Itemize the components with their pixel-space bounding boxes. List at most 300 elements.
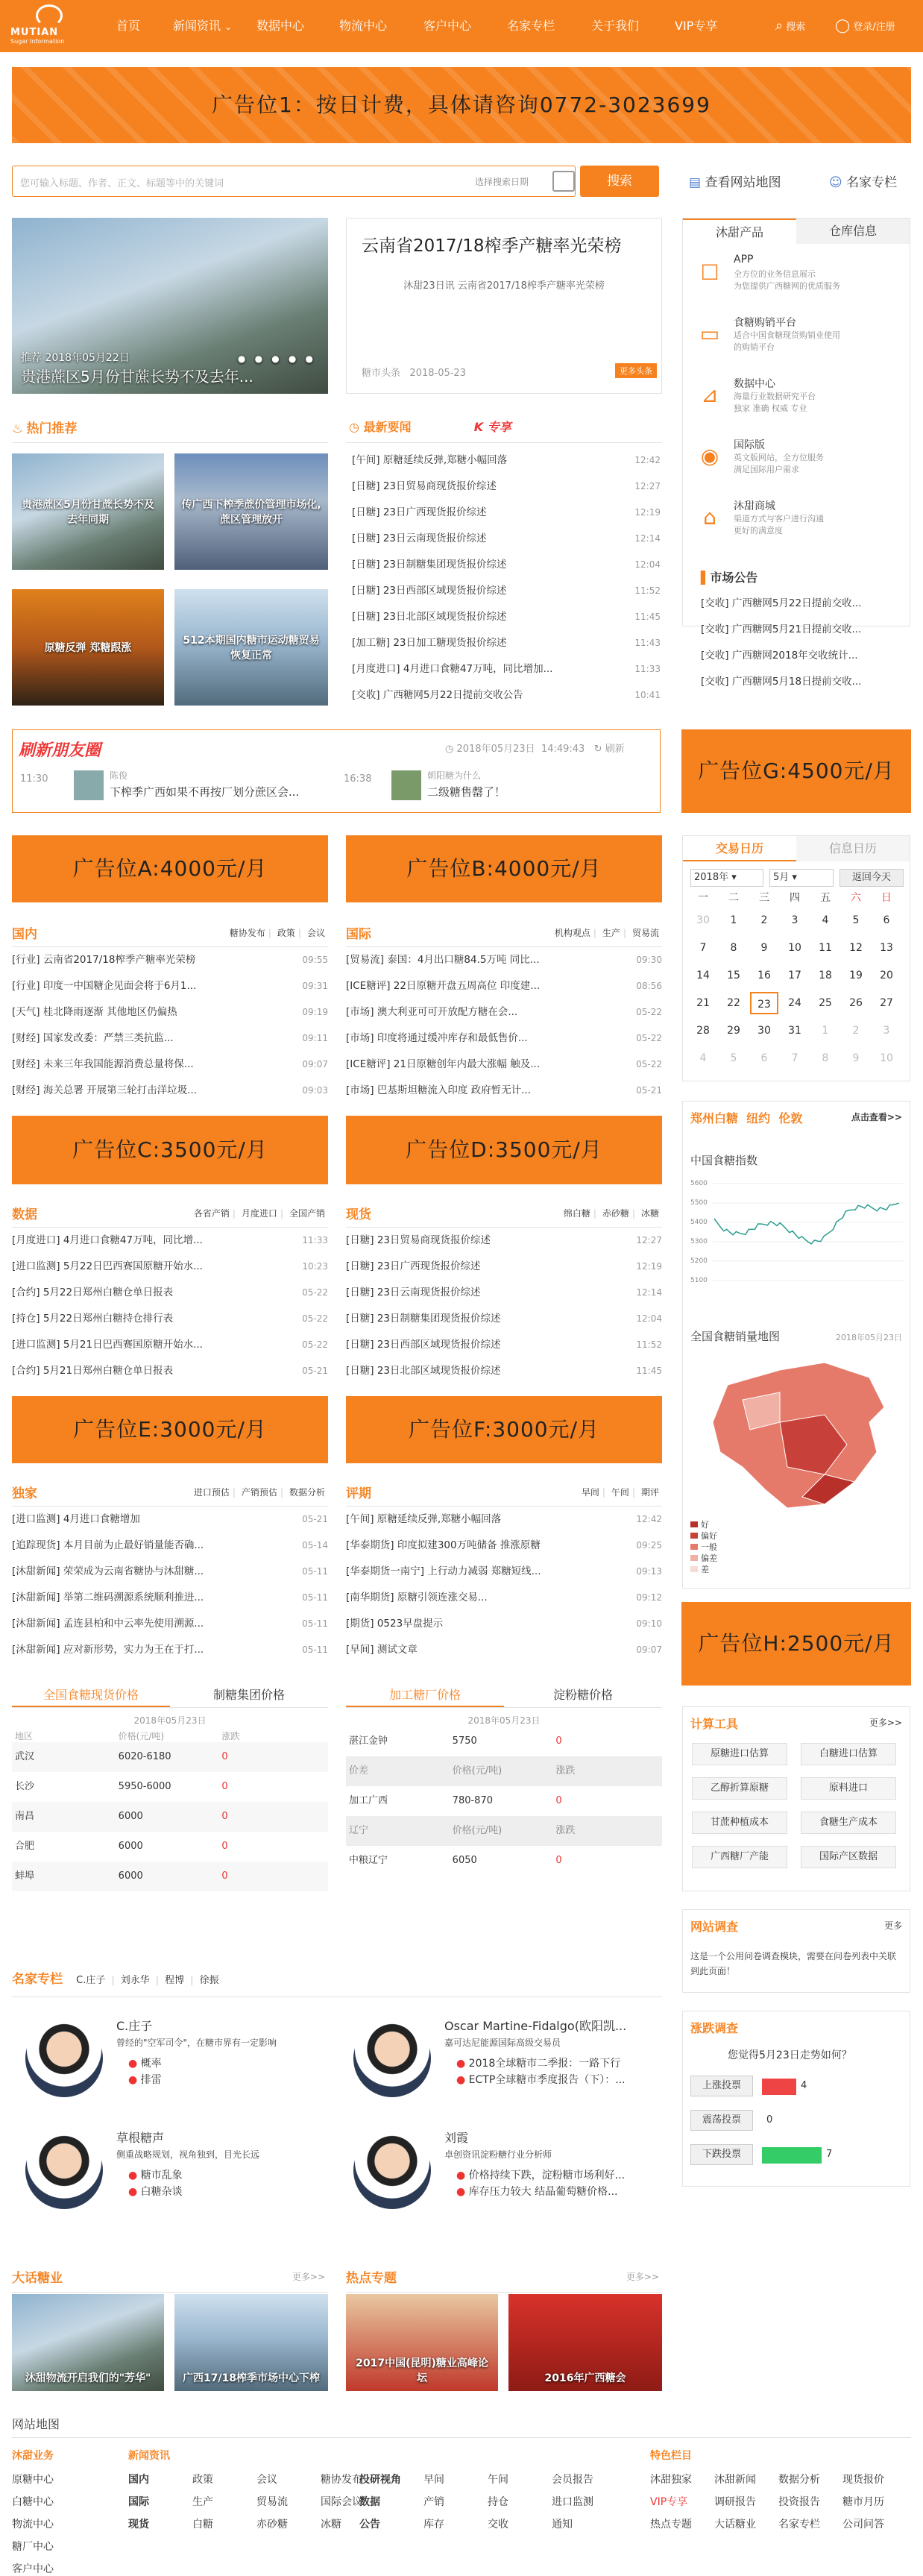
expert-card[interactable] bbox=[12, 2014, 325, 2118]
sitemap-link[interactable]: ▤ 查看网站地图 bbox=[689, 175, 781, 190]
footer-link[interactable]: 现货报价 bbox=[842, 2474, 884, 2486]
footer-link[interactable]: 名家专栏 bbox=[778, 2519, 820, 2531]
tool-button[interactable]: 广西糖厂产能 bbox=[692, 1846, 787, 1868]
news-title[interactable]: [持仓] 5月22日郑州白糖持仓排行表 bbox=[12, 1313, 174, 1325]
vote-button[interactable]: 上涨投票 bbox=[690, 2076, 753, 2096]
calendar-day[interactable]: 21 bbox=[696, 997, 710, 1009]
category-tag[interactable]: 月度进口 bbox=[241, 1208, 277, 1219]
expert-article-link[interactable]: ● 糖市乱象 bbox=[128, 2170, 183, 2181]
expert-name-link[interactable]: 徐振 bbox=[199, 1975, 219, 1986]
tool-button[interactable]: 白糖进口估算 bbox=[801, 1743, 896, 1765]
ad-f[interactable]: 广告位F:3000元/月 bbox=[346, 1396, 662, 1463]
news-title[interactable]: [贸易流] 泰国：4月出口糖84.5万吨 同比... bbox=[346, 954, 540, 966]
list-item[interactable] bbox=[12, 1254, 328, 1280]
nav-customer[interactable]: 客户中心 bbox=[423, 19, 472, 33]
hero-title[interactable]: 贵港蔗区5月份甘蔗长势不及去年... bbox=[21, 368, 253, 386]
expert-card[interactable] bbox=[340, 2126, 653, 2230]
footer-link[interactable]: 通知 bbox=[552, 2519, 573, 2531]
search-link[interactable]: ⌕ 搜索 bbox=[775, 18, 806, 34]
news-title[interactable]: [午间] 原糖延续反弹,郑糖小幅回落 bbox=[346, 1513, 502, 1525]
list-item[interactable] bbox=[346, 1585, 662, 1611]
futures-more-link[interactable]: 点击查看>> bbox=[851, 1112, 902, 1122]
list-item[interactable] bbox=[352, 578, 661, 604]
bigtalk-more[interactable]: 更多>> bbox=[292, 2272, 325, 2282]
ad-h[interactable]: 广告位H:2500元/月 bbox=[681, 1602, 911, 1686]
news-title[interactable]: [日糖] 23日广西现货报价综述 bbox=[352, 506, 487, 518]
moment-item[interactable]: 16:38 朝阳糖为什么 二级糖售罄了！ bbox=[344, 770, 506, 799]
footer-link[interactable]: 原糖中心 bbox=[12, 2474, 54, 2486]
news-title[interactable]: [加工糖] 23日加工糖现货报价综述 bbox=[352, 637, 507, 649]
list-item[interactable] bbox=[12, 1025, 328, 1052]
list-item[interactable] bbox=[346, 1559, 662, 1585]
calendar-day[interactable]: 5 bbox=[730, 1052, 737, 1064]
news-title[interactable]: [财经] 未来三年我国能源消费总量将保... bbox=[12, 1058, 194, 1070]
ad-g[interactable]: 广告位G:4500元/月 bbox=[681, 729, 911, 813]
news-title[interactable]: [进口监测] 4月进口食糖增加 bbox=[12, 1513, 140, 1525]
nav-home[interactable]: 首页 bbox=[116, 19, 141, 33]
calendar-day[interactable]: 16 bbox=[757, 970, 771, 981]
nav-about[interactable]: 关于我们 bbox=[591, 19, 640, 33]
category-tag[interactable]: 各省产销 bbox=[193, 1208, 230, 1219]
calendar-day[interactable]: 7 bbox=[791, 1052, 798, 1064]
news-title[interactable]: [南华期货] 原糖引领连涨交易... bbox=[346, 1592, 488, 1603]
calendar-day[interactable]: 2 bbox=[760, 914, 768, 926]
hero-slider[interactable] bbox=[12, 218, 328, 394]
footer-link[interactable]: 客户中心 bbox=[12, 2563, 54, 2575]
footer-link[interactable]: 生产 bbox=[192, 2496, 213, 2508]
news-title[interactable]: [日糖] 23日制糖集团现货报价综述 bbox=[346, 1313, 501, 1325]
list-item[interactable] bbox=[346, 1533, 662, 1559]
news-title[interactable]: [天气] 桂北降雨逐渐 其他地区仍偏热 bbox=[12, 1006, 177, 1018]
tab-products[interactable]: 沐甜产品 bbox=[683, 219, 796, 244]
calendar-day[interactable]: 30 bbox=[696, 914, 710, 926]
news-title[interactable]: [日糖] 23日西部区域现货报价综述 bbox=[352, 585, 507, 597]
calendar-day[interactable]: 15 bbox=[727, 970, 740, 981]
news-title[interactable]: [进口监测] 5月22日巴西赛国原糖开始水... bbox=[12, 1260, 203, 1272]
news-title[interactable]: [日糖] 23日云南现货报价综述 bbox=[352, 533, 487, 544]
news-title[interactable]: [行业] 云南省2017/18榨季产糖率光荣榜 bbox=[12, 954, 196, 966]
category-tag[interactable]: 早间 bbox=[581, 1487, 599, 1498]
list-item[interactable]: [交收] 广西糖网5月18日提前交收... bbox=[701, 676, 862, 688]
news-title[interactable]: [日糖] 23日贸易商现货报价综述 bbox=[346, 1234, 491, 1246]
calendar-icon[interactable] bbox=[552, 171, 575, 192]
footer-link[interactable]: 白糖 bbox=[192, 2519, 213, 2531]
search-input[interactable]: 您可输入标题、作者、正文、标题等中的关键词 bbox=[20, 178, 224, 189]
headline-title[interactable]: 云南省2017/18榨季产糖率光荣榜 bbox=[362, 236, 622, 256]
footer-link[interactable]: 糖市月历 bbox=[842, 2496, 884, 2508]
news-title[interactable]: [合约] 5月22日郑州白糖仓单日报表 bbox=[12, 1287, 174, 1298]
news-title[interactable]: [合约] 5月21日郑州白糖仓单日报表 bbox=[12, 1365, 174, 1377]
category-tag[interactable]: 生产 bbox=[602, 928, 620, 938]
expert-name[interactable]: 刘霞 bbox=[444, 2131, 469, 2145]
list-item[interactable] bbox=[352, 604, 661, 630]
tab-newyork[interactable]: 纽约 bbox=[746, 1111, 771, 1125]
calendar-day[interactable]: 8 bbox=[730, 942, 737, 954]
category-tag[interactable]: 全国产销 bbox=[289, 1208, 325, 1219]
product-item[interactable] bbox=[692, 315, 905, 371]
list-item[interactable]: [交收] 广西糖网5月22日提前交收... bbox=[701, 597, 862, 609]
expert-name[interactable]: C.庄子 bbox=[116, 2019, 153, 2033]
category-tag[interactable]: 冰糖 bbox=[640, 1208, 659, 1219]
ad-banner-top[interactable]: 广告位1：按日计费，具体请咨询0772-3023699 bbox=[12, 67, 911, 143]
calendar-day[interactable]: 7 bbox=[699, 942, 707, 954]
list-item[interactable] bbox=[12, 1507, 328, 1533]
category-tag[interactable]: 产销预估 bbox=[241, 1487, 277, 1498]
list-item[interactable]: [交收] 广西糖网2018年交收统计... bbox=[701, 650, 858, 662]
refresh-button[interactable]: ↻ 刷新 bbox=[593, 744, 625, 755]
list-item[interactable]: [交收] 广西糖网5月21日提前交收... bbox=[701, 623, 862, 635]
list-item[interactable] bbox=[346, 1358, 662, 1384]
list-item[interactable] bbox=[12, 1559, 328, 1585]
expert-article-link[interactable]: ● 库存压力较大 结晶葡萄糖价格... bbox=[456, 2186, 618, 2198]
calendar-day[interactable]: 22 bbox=[727, 997, 740, 1009]
product-item[interactable] bbox=[692, 254, 905, 310]
slider-dots[interactable]: ● ● ● ● ● bbox=[237, 354, 316, 364]
nav-logistics[interactable]: 物流中心 bbox=[339, 19, 388, 33]
today-button[interactable]: 返回今天 bbox=[839, 869, 904, 887]
nav-vip[interactable]: VIP专享 bbox=[675, 19, 718, 33]
footer-link[interactable]: 调研报告 bbox=[714, 2496, 756, 2508]
tab-info-calendar[interactable]: 信息日历 bbox=[796, 836, 910, 861]
news-title[interactable]: [日糖] 23日云南现货报价综述 bbox=[346, 1287, 481, 1298]
list-item[interactable] bbox=[346, 1507, 662, 1533]
ad-b[interactable]: 广告位B:4000元/月 bbox=[346, 835, 662, 902]
list-item[interactable] bbox=[352, 656, 661, 682]
ad-d[interactable]: 广告位D:3500元/月 bbox=[346, 1116, 662, 1184]
expert-name[interactable]: 草根糖声 bbox=[116, 2131, 165, 2145]
news-title[interactable]: [行业] 印度一中国糖企见面会将于6月1... bbox=[12, 980, 197, 992]
list-item[interactable] bbox=[346, 1254, 662, 1280]
nav-news[interactable]: 新闻资讯 ⌄ bbox=[173, 19, 233, 33]
international-title[interactable]: 国际 bbox=[346, 927, 371, 942]
china-sales-map[interactable] bbox=[698, 1355, 899, 1519]
footer-link[interactable]: 会员报告 bbox=[552, 2474, 593, 2486]
columns-link[interactable]: ☺ 名家专栏 bbox=[829, 175, 898, 190]
expert-card[interactable] bbox=[12, 2126, 325, 2230]
tab-processing-price[interactable]: 加工糖厂价格 bbox=[346, 1683, 504, 1707]
spot-title[interactable]: 现货 bbox=[346, 1207, 371, 1222]
list-item[interactable] bbox=[12, 1637, 328, 1663]
news-title[interactable]: [ICE糖评] 22日原糖开盘五周高位 印度建... bbox=[346, 980, 541, 992]
category-tag[interactable]: 政策 bbox=[277, 928, 295, 938]
footer-link[interactable]: 国际 bbox=[128, 2496, 149, 2508]
list-item[interactable] bbox=[12, 1533, 328, 1559]
product-item[interactable] bbox=[692, 376, 905, 433]
list-item[interactable] bbox=[346, 1280, 662, 1306]
tab-zhengzhou[interactable]: 郑州白糖 bbox=[690, 1111, 739, 1125]
list-item[interactable] bbox=[352, 500, 661, 526]
tool-button[interactable]: 原糖进口估算 bbox=[692, 1743, 787, 1765]
list-item[interactable] bbox=[352, 630, 661, 656]
expert-card[interactable] bbox=[340, 2014, 653, 2118]
nav-data[interactable]: 数据中心 bbox=[256, 19, 305, 33]
list-item[interactable] bbox=[346, 1306, 662, 1332]
category-tag[interactable]: 数据分析 bbox=[289, 1487, 325, 1498]
expert-article-link[interactable]: ● ECTP全球糖市季度报告（下）：... bbox=[456, 2074, 626, 2086]
footer-link[interactable]: 糖厂中心 bbox=[12, 2541, 54, 2553]
news-title[interactable]: [早间] 测试文章 bbox=[346, 1644, 418, 1656]
footer-link[interactable]: VIP专享 bbox=[650, 2496, 688, 2508]
list-item[interactable] bbox=[12, 1332, 328, 1358]
calendar-day[interactable]: 9 bbox=[852, 1052, 860, 1064]
tab-national-price[interactable]: 全国食糖现货价格 bbox=[12, 1683, 170, 1707]
calendar-day[interactable]: 9 bbox=[760, 942, 768, 954]
footer-link[interactable]: 持仓 bbox=[488, 2496, 508, 2508]
list-item[interactable] bbox=[346, 1078, 662, 1104]
hottopic-item[interactable]: 2017中国(昆明)糖业高峰论坛 bbox=[346, 2294, 498, 2391]
calendar-day[interactable]: 12 bbox=[849, 942, 863, 954]
vote-button[interactable]: 下跌投票 bbox=[690, 2144, 753, 2165]
survey-more-link[interactable]: 更多 bbox=[883, 1920, 902, 1931]
list-item[interactable] bbox=[346, 999, 662, 1025]
news-title[interactable]: [月度进口] 4月进口食糖47万吨，同比增加... bbox=[352, 663, 553, 675]
calendar-day[interactable]: 11 bbox=[819, 942, 832, 954]
calendar-day[interactable]: 10 bbox=[788, 942, 801, 954]
product-item[interactable] bbox=[692, 437, 905, 494]
calendar-day[interactable]: 26 bbox=[849, 997, 863, 1009]
footer-link[interactable]: 产销 bbox=[423, 2496, 444, 2508]
list-item[interactable] bbox=[12, 1611, 328, 1637]
list-item[interactable] bbox=[12, 1280, 328, 1306]
news-title[interactable]: [沐甜新闻] 应对新形势，实力为王在于打... bbox=[12, 1644, 204, 1656]
vote-button[interactable]: 震荡投票 bbox=[690, 2110, 753, 2131]
list-item[interactable] bbox=[12, 1585, 328, 1611]
category-tag[interactable]: 期评 bbox=[640, 1487, 659, 1498]
news-title[interactable]: [沐甜新闻] 荣荣成为云南省糖协与沐甜糖... bbox=[12, 1565, 204, 1577]
tool-button[interactable]: 国际产区数据 bbox=[801, 1846, 896, 1868]
ad-c[interactable]: 广告位C:3500元/月 bbox=[12, 1116, 328, 1184]
news-title[interactable]: [日糖] 23日北部区域现货报价综述 bbox=[346, 1365, 501, 1377]
calendar-day[interactable]: 2 bbox=[852, 1025, 860, 1037]
calendar-day[interactable]: 28 bbox=[696, 1025, 710, 1037]
login-link[interactable]: ◯ 登录/注册 bbox=[835, 18, 895, 34]
expert-article-link[interactable]: ● 概率 bbox=[128, 2058, 162, 2070]
tool-button[interactable]: 食糖生产成本 bbox=[801, 1812, 896, 1834]
category-tag[interactable]: 糖协发布 bbox=[229, 928, 265, 938]
footer-link[interactable]: 投资报告 bbox=[778, 2496, 820, 2508]
expert-article-link[interactable]: ● 白糖杂谈 bbox=[128, 2186, 183, 2198]
calendar-day[interactable]: 8 bbox=[822, 1052, 829, 1064]
footer-link[interactable]: 交收 bbox=[488, 2519, 508, 2531]
list-item[interactable] bbox=[12, 973, 328, 999]
news-title[interactable]: [沐甜新闻] 孟连县柏和中云率先使用溯源... bbox=[12, 1618, 204, 1630]
data_sec-title[interactable]: 数据 bbox=[12, 1207, 37, 1222]
news-title[interactable]: [交收] 广西糖网5月22日提前交收公告 bbox=[352, 689, 523, 701]
news-title[interactable]: [沐甜新闻] 举第二维码溯源系统顺利推进... bbox=[12, 1592, 204, 1603]
tool-button[interactable]: 甘蔗种植成本 bbox=[692, 1812, 787, 1834]
ad-e[interactable]: 广告位E:3000元/月 bbox=[12, 1396, 328, 1463]
review-title[interactable]: 评期 bbox=[346, 1486, 371, 1501]
bigtalk-item[interactable]: 广西17/18榨季市场中心下榨 bbox=[174, 2294, 328, 2391]
footer-link[interactable]: 物流中心 bbox=[12, 2519, 54, 2531]
news-title[interactable]: [月度进口] 4月进口食糖47万吨，同比增... bbox=[12, 1234, 203, 1246]
date-picker-label[interactable]: 选择搜索日期 bbox=[475, 177, 529, 187]
more-headlines-button[interactable]: 更多头条 bbox=[615, 363, 657, 378]
hottopic-more[interactable]: 更多>> bbox=[626, 2272, 659, 2282]
search-button[interactable]: 搜索 bbox=[580, 166, 659, 197]
calendar-day[interactable]: 25 bbox=[819, 997, 832, 1009]
news-title[interactable]: [进口监测] 5月21日巴西赛国原糖开始水... bbox=[12, 1339, 203, 1351]
footer-link[interactable]: 白糖中心 bbox=[12, 2496, 54, 2508]
calendar-day[interactable]: 19 bbox=[849, 970, 863, 981]
footer-link[interactable]: 数据分析 bbox=[778, 2474, 820, 2486]
list-item[interactable] bbox=[346, 1228, 662, 1254]
bigtalk-item[interactable]: 沐甜物流开启我们的"芳华" bbox=[12, 2294, 164, 2391]
calendar-day[interactable]: 31 bbox=[788, 1025, 801, 1037]
footer-link[interactable]: 大话糖业 bbox=[714, 2519, 756, 2531]
list-item[interactable] bbox=[12, 947, 328, 973]
moment-item[interactable]: 11:30 陈俊 下榨季广西如果不再按厂划分蔗区会... bbox=[20, 770, 300, 799]
footer-link[interactable]: 午间 bbox=[488, 2474, 508, 2486]
footer-link[interactable]: 国内 bbox=[128, 2474, 149, 2486]
calendar-day[interactable]: 24 bbox=[788, 997, 801, 1009]
calendar-day[interactable]: 1 bbox=[822, 1025, 829, 1037]
calendar-day[interactable]: 13 bbox=[880, 942, 893, 954]
hot-item[interactable]: 512本期国内糖市运动糖贸易恢复正常 bbox=[174, 589, 328, 706]
footer-link[interactable]: 热点专题 bbox=[650, 2519, 692, 2531]
footer-link[interactable]: 早间 bbox=[423, 2474, 444, 2486]
news-title[interactable]: [日糖] 23日北部区域现货报价综述 bbox=[352, 611, 507, 623]
domestic-title[interactable]: 国内 bbox=[12, 927, 37, 942]
calendar-day[interactable]: 4 bbox=[699, 1052, 707, 1064]
calendar-day[interactable]: 29 bbox=[727, 1025, 740, 1037]
footer-link[interactable]: 国际会议 bbox=[321, 2496, 362, 2508]
footer-link[interactable]: 政策 bbox=[192, 2474, 213, 2486]
news-title[interactable]: [华泰期货一南宁] 上行动力减弱 郑糖短线... bbox=[346, 1565, 541, 1577]
list-item[interactable] bbox=[12, 1358, 328, 1384]
footer-link[interactable]: 数据 bbox=[359, 2496, 380, 2508]
list-item[interactable] bbox=[352, 447, 661, 474]
ad-a[interactable]: 广告位A:4000元/月 bbox=[12, 835, 328, 902]
list-item[interactable] bbox=[346, 947, 662, 973]
expert-name[interactable]: Oscar Martine-Fidalgo(欧阳凯... bbox=[444, 2019, 627, 2033]
news-title[interactable]: [日糖] 23日贸易商现货报价综述 bbox=[352, 480, 497, 492]
tab-group-price[interactable]: 制糖集团价格 bbox=[212, 1688, 285, 1702]
tool-button[interactable]: 原料进口 bbox=[801, 1777, 896, 1800]
news-title[interactable]: [ICE糖评] 21日原糖创年内最大涨幅 触及... bbox=[346, 1058, 541, 1070]
list-item[interactable] bbox=[346, 1611, 662, 1637]
expert-name-link[interactable]: 程博 bbox=[165, 1975, 185, 1986]
hot-item[interactable]: 原糖反弹 郑糖跟涨 bbox=[12, 589, 164, 706]
footer-link[interactable]: 沐甜新闻 bbox=[714, 2474, 756, 2486]
footer-link[interactable]: 冰糖 bbox=[321, 2519, 341, 2531]
footer-link[interactable]: 会议 bbox=[256, 2474, 277, 2486]
calendar-day[interactable]: 3 bbox=[883, 1025, 890, 1037]
calendar-day[interactable]: 5 bbox=[852, 914, 860, 926]
calendar-day[interactable]: 3 bbox=[791, 914, 798, 926]
list-item[interactable] bbox=[12, 999, 328, 1025]
tab-latest[interactable]: ◷ 最新要闻 bbox=[349, 420, 412, 434]
list-item[interactable] bbox=[346, 973, 662, 999]
category-tag[interactable]: 绵白糖 bbox=[563, 1208, 590, 1219]
expert-article-link[interactable]: ● 2018全球糖市二季报：一路下行 bbox=[456, 2058, 621, 2070]
calendar-day[interactable]: 27 bbox=[880, 997, 893, 1009]
site-logo[interactable] bbox=[10, 4, 100, 48]
list-item[interactable] bbox=[12, 1078, 328, 1104]
expert-article-link[interactable]: ● 排雷 bbox=[128, 2074, 162, 2086]
hot-item[interactable]: 传广西下榨季蔗价管理市场化,蔗区管理放开 bbox=[174, 453, 328, 570]
news-title[interactable]: [市场] 澳大利亚可可开放配方糖在会... bbox=[346, 1006, 518, 1018]
calendar-day[interactable]: 4 bbox=[822, 914, 829, 926]
news-title[interactable]: [财经] 海关总署 开展第三轮打击洋垃圾... bbox=[12, 1084, 197, 1096]
footer-link[interactable]: 进口监测 bbox=[552, 2496, 593, 2508]
footer-link[interactable]: 沐甜独家 bbox=[650, 2474, 692, 2486]
calendar-day[interactable]: 30 bbox=[757, 1025, 771, 1037]
footer-link[interactable]: 库存 bbox=[423, 2519, 444, 2531]
footer-link[interactable]: 公告 bbox=[359, 2519, 380, 2531]
calendar-day[interactable]: 17 bbox=[788, 970, 801, 981]
footer-link[interactable]: 糖协发布 bbox=[321, 2474, 362, 2486]
category-tag[interactable]: 会议 bbox=[306, 928, 325, 938]
calendar-day[interactable]: 14 bbox=[696, 970, 710, 981]
tools-more-link[interactable]: 更多>> bbox=[869, 1718, 902, 1728]
tab-warehouse[interactable]: 仓库信息 bbox=[796, 219, 910, 244]
news-title[interactable]: [日糖] 23日制糖集团现货报价综述 bbox=[352, 559, 507, 571]
list-item[interactable] bbox=[352, 552, 661, 578]
calendar-day[interactable]: 18 bbox=[819, 970, 832, 981]
category-tag[interactable]: 赤砂糖 bbox=[602, 1208, 629, 1219]
category-tag[interactable]: 贸易流 bbox=[631, 928, 659, 938]
year-select[interactable]: 2018年 ▾ bbox=[690, 869, 763, 887]
calendar-day[interactable]: 20 bbox=[880, 970, 893, 981]
footer-link[interactable]: 现货 bbox=[128, 2519, 149, 2531]
list-item[interactable] bbox=[352, 474, 661, 500]
footer-link[interactable]: 投研视角 bbox=[359, 2474, 401, 2486]
news-title[interactable]: [财经] 国家发改委：严禁三类抗监... bbox=[12, 1032, 174, 1044]
list-item[interactable] bbox=[346, 1332, 662, 1358]
list-item[interactable] bbox=[346, 1637, 662, 1663]
expert-name-link[interactable]: 刘永华 bbox=[120, 1975, 150, 1986]
product-item[interactable] bbox=[692, 498, 905, 555]
calendar-day[interactable]: 6 bbox=[760, 1052, 768, 1064]
news-title[interactable]: [午间] 原糖延续反弹,郑糖小幅回落 bbox=[352, 454, 508, 466]
exclusive-title[interactable]: 独家 bbox=[12, 1486, 37, 1501]
tab-vip[interactable]: K 专享 bbox=[473, 420, 511, 434]
calendar-day[interactable]: 1 bbox=[730, 914, 737, 926]
nav-experts[interactable]: 名家专栏 bbox=[507, 19, 555, 33]
news-title[interactable]: [追踪现货] 本月目前为止最好销量能否确... bbox=[12, 1539, 204, 1551]
list-item[interactable] bbox=[352, 526, 661, 552]
tab-starch-price[interactable]: 淀粉糖价格 bbox=[552, 1688, 613, 1702]
news-title[interactable]: [日糖] 23日西部区域现货报价综述 bbox=[346, 1339, 501, 1351]
tab-trade-calendar[interactable]: 交易日历 bbox=[683, 836, 796, 861]
footer-link[interactable]: 赤砂糖 bbox=[256, 2519, 288, 2531]
list-item[interactable] bbox=[12, 1228, 328, 1254]
list-item[interactable] bbox=[346, 1025, 662, 1052]
tool-button[interactable]: 乙醇折算原糖 bbox=[692, 1777, 787, 1800]
month-select[interactable]: 5月 ▾ bbox=[769, 869, 834, 887]
list-item[interactable] bbox=[346, 1052, 662, 1078]
calendar-day[interactable]: 10 bbox=[880, 1052, 893, 1064]
expert-name-link[interactable]: C.庄子 bbox=[76, 1975, 106, 1986]
tab-london[interactable]: 伦敦 bbox=[778, 1111, 803, 1125]
category-tag[interactable]: 午间 bbox=[611, 1487, 629, 1498]
calendar-day[interactable]: 6 bbox=[883, 914, 890, 926]
news-title[interactable]: [华泰期货] 印度拟建300万吨储备 推涨原糖 bbox=[346, 1539, 541, 1551]
list-item[interactable] bbox=[352, 682, 661, 709]
category-tag[interactable]: 机构观点 bbox=[554, 928, 590, 938]
expert-article-link[interactable]: ● 价格持续下跌，淀粉糖市场利好... bbox=[456, 2170, 626, 2181]
news-title[interactable]: [日糖] 23日广西现货报价综述 bbox=[346, 1260, 481, 1272]
footer-link[interactable]: 公司问答 bbox=[842, 2519, 884, 2531]
hot-item[interactable]: 贵港蔗区5月份甘蔗长势不及去年同期 bbox=[12, 453, 164, 570]
list-item[interactable] bbox=[12, 1306, 328, 1332]
calendar-day-today[interactable]: 23 bbox=[750, 992, 778, 1014]
category-tag[interactable]: 进口预估 bbox=[193, 1487, 230, 1498]
hottopic-item[interactable]: 2016年广西糖会 bbox=[508, 2294, 662, 2391]
news-title[interactable]: [期货] 0523早盘提示 bbox=[346, 1618, 444, 1630]
news-title[interactable]: [市场] 巴基斯坦糖流入印度 政府暂无计... bbox=[346, 1084, 531, 1096]
